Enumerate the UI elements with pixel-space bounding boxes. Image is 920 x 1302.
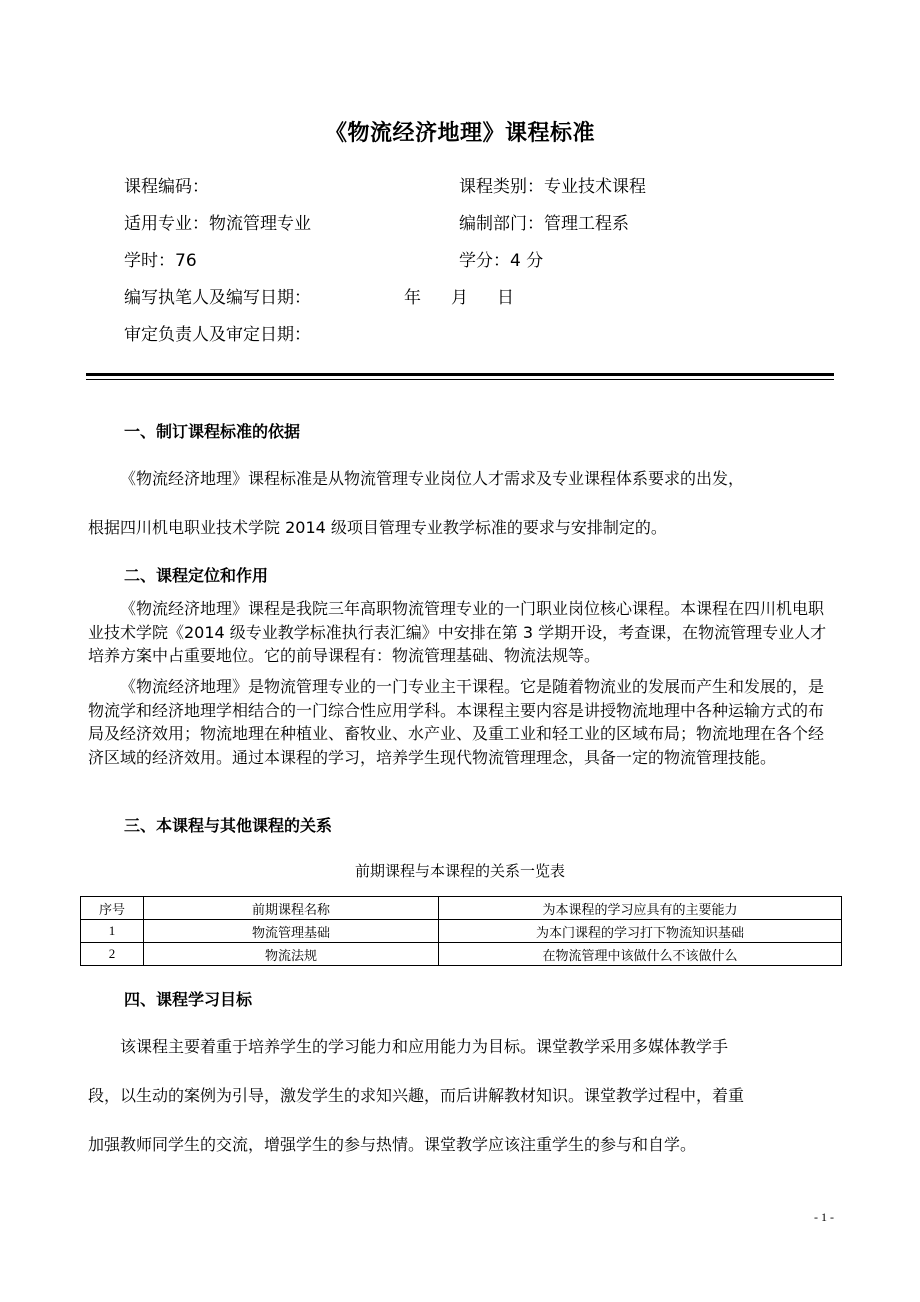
section-2-heading: 二、课程定位和作用 — [124, 566, 269, 585]
page-number: - 1 - — [814, 1210, 834, 1224]
section-1-heading: 一、制订课程标准的依据 — [124, 422, 301, 441]
row-course-name: 物流管理基础 — [144, 920, 439, 943]
header-course-name: 前期课程名称 — [144, 897, 439, 920]
course-code: 课程编码： — [124, 177, 209, 197]
header-index: 序号 — [81, 897, 144, 920]
author-date-label: 编写执笔人及编写日期： — [124, 288, 311, 308]
table-row — [81, 920, 842, 943]
credits: 学分：4 分 — [459, 251, 544, 271]
section-1-paragraph-line1: 《物流经济地理》课程标准是从物流管理专业岗位人才需求及专业课程体系要求的出发， — [120, 469, 745, 488]
row-ability: 为本门课程的学习打下物流知识基础 — [439, 920, 842, 943]
row-index: 1 — [81, 920, 144, 943]
table-row — [81, 943, 842, 966]
applicable-major: 适用专业：物流管理专业 — [124, 214, 311, 234]
table-header-row — [81, 897, 842, 920]
section-2-paragraph-1: 《物流经济地理》课程是我院三年高职物流管理专业的一门职业岗位核心课程。本课程在四川机电职业技术学院《2014 级专业教学标准执行表汇编》中安排在第 3 学期开设，考查课，在物流管理专业人才培养方案中占重要地位。它的前导课程有：物流管理基础、物流法规等。 — [88, 599, 827, 665]
course-type: 课程类别：专业技术课程 — [459, 177, 646, 197]
reviewer-date-label: 审定负责人及审定日期： — [124, 325, 311, 345]
section-4-line3: 加强教师同学生的交流，增强学生的参与热情。课堂教学应该注重学生的参与和自学。 — [88, 1135, 697, 1154]
section-1-paragraph-line2: 根据四川机电职业技术学院 2014 级项目管理专业教学标准的要求与安排制定的。 — [88, 518, 667, 537]
date-month: 月 — [451, 288, 468, 308]
row-index: 2 — [81, 943, 144, 966]
section-4-line1: 该课程主要着重于培养学生的学习能力和应用能力为目标。课堂教学采用多媒体教学手 — [120, 1037, 729, 1056]
section-2-paragraph-2: 《物流经济地理》是物流管理专业的一门专业主干课程。它是随着物流业的发展而产生和发展的，是物流学和经济地理学相结合的一门综合性应用学科。本课程主要内容是讲授物流地理中各种运输方式的布局及经济效用；物流地理在种植业、畜牧业、水产业、及重工业和轻工业的区域布局；物流地理在各个经济区域的经济效用。通过本课程的学习，培养学生现代物流管理理念，具备一定的物流管理技能。 — [88, 677, 825, 767]
header-ability: 为本课程的学习应具有的主要能力 — [439, 897, 842, 920]
date-day: 日 — [497, 288, 514, 308]
section-4-heading: 四、课程学习目标 — [124, 990, 253, 1009]
row-ability: 在物流管理中该做什么不该做什么 — [439, 943, 842, 966]
section-4-line2: 段，以生动的案例为引导，激发学生的求知兴趣，而后讲解教材知识。课堂教学过程中，着重 — [88, 1086, 745, 1105]
table-caption: 前期课程与本课程的关系一览表 — [354, 862, 565, 880]
divider-thin — [86, 379, 834, 380]
section-3-heading: 三、本课程与其他课程的关系 — [124, 816, 333, 835]
row-course-name: 物流法规 — [144, 943, 439, 966]
course-relation-table — [80, 896, 842, 966]
divider-thick — [86, 373, 834, 376]
compiling-department: 编制部门：管理工程系 — [459, 214, 629, 234]
class-hours: 学时：76 — [124, 251, 197, 271]
date-year: 年 — [404, 288, 421, 308]
document-title: 《物流经济地理》课程标准 — [324, 121, 595, 146]
